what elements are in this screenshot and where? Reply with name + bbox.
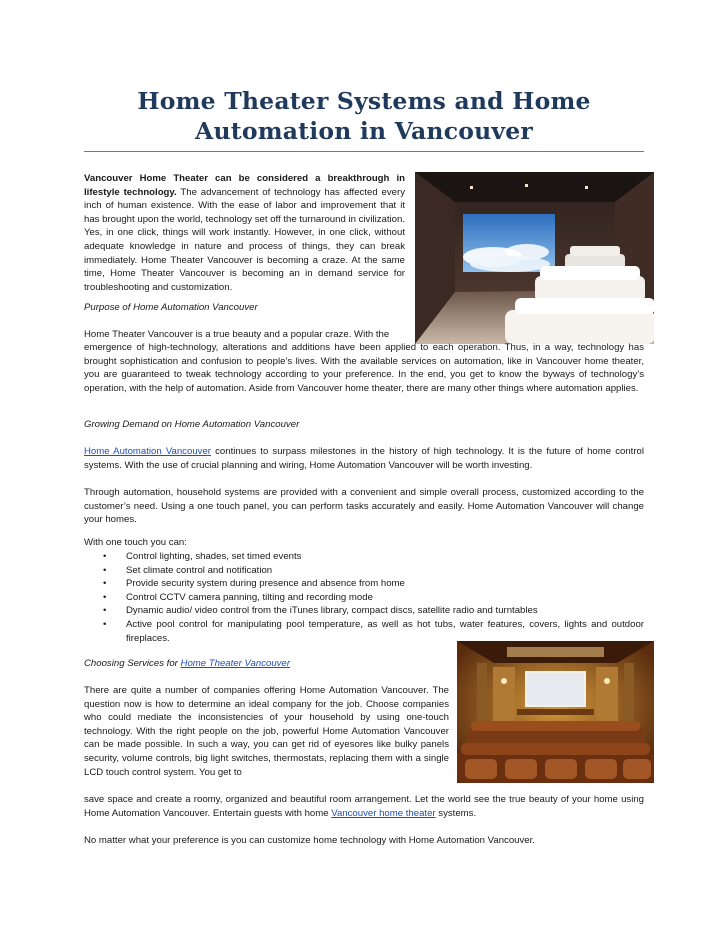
purpose-text-b: emergence of high-technology, alterations and additions have been applied to each operation. Thus, in a way, technology has brought sophistication and confusion to people’s lives. With the available services on automation, like in Vancouver home theater, you are guaranteed to tweak technology according to your preference. In the end, you get to know the byways of technology’s operation, with the help of automation. Aside from Vancouver home theater, there are many other things where automation applies. (84, 342, 644, 394)
choosing-heading: Choosing Services for Home Theater Vancouver (84, 658, 291, 669)
bullet-icon: • (103, 605, 107, 617)
home-theater-photo (415, 172, 654, 344)
choosing-text-a: There are quite a number of companies offering Home Automation Vancouver. The question now is how to determine an ideal company for the job. Choose companies who could mediate the inconsistencies of your household by using one-touch technology. With the right people on the job, powerful Home Automation Vancouver can be made possible. In such a way, you can get rid of eyesores like bulky panels security, volume controls, big light switches, thermostats, replacing them with a single LCD touch control system. You get to (84, 685, 449, 778)
bullet-icon: • (103, 591, 107, 603)
growing-text: continues to surpass milestones in the history of high technology. It is the future of home control systems. With the use of crucial planning and wiring, Home Automation Vancouver will be worth investing. (84, 446, 644, 471)
list-item: • Dynamic audio/ video control from the iTunes library, compact discs, satellite radio and turntables (103, 605, 538, 617)
vancouver-home-theater-link[interactable]: Vancouver home theater (331, 807, 436, 819)
intro-text: The advancement of technology has affected every inch of human existence. With the ease of labor and improvement that it has brought upon the world, technology set off the turnaround in civilization. Yes, in one click, things will work instantly. However, in one click, without adequate knowledge in nature and process of things, they can break immediately. Home Theater Vancouver is becoming a craze. At the same time, Home Theater Vancouver is becoming an in demand service for troubleshooting and customization. (84, 186, 405, 293)
list-item: • Active pool control for manipulating pool temperature, as well as hot tubs, water features, covers, lights and outdoor fireplaces. (103, 618, 644, 644)
home-automation-link[interactable]: Home Automation Vancouver (84, 446, 211, 457)
growing-paragraph (84, 445, 644, 472)
list-item: • Provide security system during presence and absence from home (103, 578, 405, 590)
closing-paragraph: No matter what your preference is you can customize home technology with Home Automation Vancouver. (84, 835, 535, 846)
list-item: • Control CCTV camera panning, tilting and recording mode (103, 591, 373, 603)
intro-paragraph (84, 172, 405, 294)
intro-bold-lead: Vancouver Home Theater can be considered a breakthrough in lifestyle technology. (84, 173, 405, 198)
bullet-icon: • (103, 578, 107, 590)
list-item: • Control lighting, shades, set timed events (103, 551, 302, 562)
title-divider (84, 151, 644, 152)
choosing-text-b: save space and create a roomy, organized and beautiful room arrangement. Let the world see the true beauty of your home using Home Automation Vancouver. Entertain guests with home Vancouver home theater systems. (84, 794, 644, 819)
bullet-icon: • (103, 551, 107, 562)
bullet-icon: • (103, 564, 107, 576)
home-theater-vancouver-link[interactable]: Home Theater Vancouver (180, 658, 291, 669)
growing-heading: Growing Demand on Home Automation Vancouver (84, 419, 300, 430)
purpose-heading: Purpose of Home Automation Vancouver (84, 302, 258, 313)
page-title: Home Theater Systems and Home Automation in Vancouver (137, 87, 591, 145)
bullet-icon: • (103, 618, 107, 630)
growing-paragraph-2: Through automation, household systems are provided with a convenient and simple overall process, customized according to the customer’s need. Using a one touch panel, you can perform tasks accurately and easily. Home Automation Vancouver will change your homes. (84, 487, 644, 526)
theater-room-photo (457, 641, 654, 783)
purpose-text-a: Home Theater Vancouver is a true beauty and a popular craze. With the (84, 329, 390, 340)
touch-list (84, 550, 644, 645)
touch-lead: With one touch you can: (84, 537, 187, 548)
list-item: • Set climate control and notification (103, 564, 273, 576)
